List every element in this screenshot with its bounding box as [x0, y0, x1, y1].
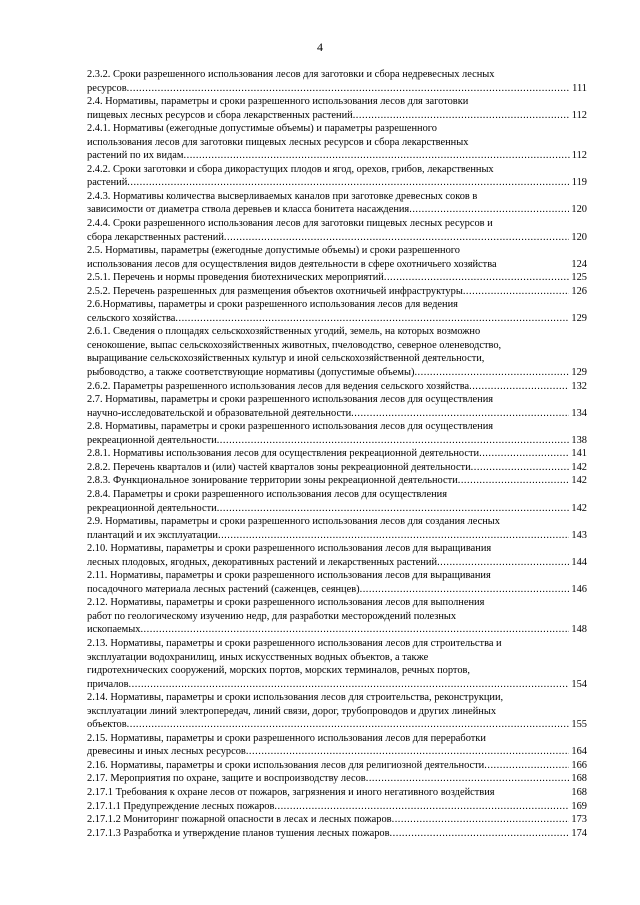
toc-leader-dots — [218, 529, 569, 543]
toc-line — [87, 515, 587, 529]
toc-page-number: 168 — [571, 786, 587, 798]
toc-entry-text: 2.5. Нормативы, параметры (ежегодные допустимые объемы) и сроки разрешенного — [87, 245, 460, 257]
toc-leader-dots — [463, 285, 570, 299]
toc-entry-text: 2.16. Нормативы, параметры и сроки использования лесов для религиозной деятельности — [87, 759, 485, 771]
toc-page-number: 148 — [571, 624, 587, 636]
page-number: 4 — [317, 40, 323, 54]
toc-line — [87, 68, 587, 82]
toc-leader-dots — [390, 827, 570, 841]
toc-line — [87, 827, 587, 841]
toc-entry-text: рекреационной деятельности — [87, 502, 217, 514]
toc-page-number: 126 — [571, 285, 587, 297]
toc-line — [87, 163, 587, 177]
toc-entry — [87, 515, 587, 542]
toc-entry-text: 2.4. Нормативы, параметры и сроки разрешенного использования лесов для заготовки — [87, 96, 469, 108]
toc-page-number: 168 — [571, 773, 587, 785]
toc-line — [87, 217, 587, 231]
toc-leader-dots — [414, 366, 569, 380]
toc-page-number: 146 — [571, 583, 587, 595]
toc-line — [87, 136, 587, 150]
toc-leader-dots — [458, 474, 570, 488]
toc-page-number: 155 — [571, 719, 587, 731]
toc-entry — [87, 68, 587, 95]
toc-entry-text: 2.4.1. Нормативы (ежегодные допустимые объемы) и параметры разрешенного — [87, 123, 437, 135]
toc-line — [87, 380, 587, 394]
toc-page-number: 173 — [571, 814, 587, 826]
toc-entry-text: плантаций и их эксплуатации — [87, 529, 218, 541]
toc-entry — [87, 732, 587, 759]
toc-entry-text: 2.17. Мероприятия по охране, защите и воспроизводству лесов — [87, 773, 366, 785]
toc-line — [87, 203, 587, 217]
table-of-contents — [87, 68, 587, 840]
toc-entry — [87, 827, 587, 841]
toc-entry-text: рыбоводство, а также соответствующие нормативы (допустимые объемы) — [87, 367, 415, 379]
toc-entry — [87, 759, 587, 773]
toc-page-number: 144 — [571, 556, 587, 568]
toc-page-number: 138 — [571, 434, 587, 446]
toc-page-number: 129 — [571, 367, 587, 379]
toc-entry-text: 2.8.1. Нормативы использования лесов для осуществления рекреационной деятельности — [87, 448, 480, 460]
toc-entry-text: 2.6.Нормативы, параметры и сроки разрешенного использования лесов для ведения — [87, 299, 458, 311]
toc-line — [87, 813, 587, 827]
toc-entry — [87, 271, 587, 285]
toc-page-number: 134 — [571, 407, 587, 419]
toc-leader-dots — [360, 583, 570, 597]
toc-entry-text: 2.3.2. Сроки разрешенного использования лесов для заготовки и сбора недревесных лесных — [87, 69, 495, 80]
toc-line — [87, 407, 587, 421]
toc-page-number: 112 — [571, 109, 587, 121]
toc-leader-dots — [366, 772, 570, 786]
toc-entry-text: ресурсов — [87, 82, 127, 94]
toc-leader-dots — [127, 176, 570, 190]
toc-page-number: 132 — [571, 380, 587, 392]
toc-page-number: 142 — [571, 461, 587, 473]
toc-leader-dots — [175, 312, 569, 326]
toc-entry — [87, 380, 587, 394]
toc-entry-text: объектов — [87, 719, 127, 731]
toc-leader-dots — [140, 623, 569, 637]
toc-line — [87, 393, 587, 407]
toc-page-number: 143 — [571, 529, 587, 541]
toc-line — [87, 95, 587, 109]
toc-line — [87, 366, 587, 380]
toc-entry-text: 2.17.1.2 Мониторинг пожарной опасности в лесах и лесных пожаров — [87, 814, 392, 826]
toc-leader-dots — [392, 813, 570, 827]
toc-line — [87, 610, 587, 624]
toc-line — [87, 800, 587, 814]
toc-leader-dots — [437, 556, 569, 570]
toc-page-number: 142 — [571, 502, 587, 514]
toc-line — [87, 298, 587, 312]
toc-page-number: 166 — [571, 759, 587, 771]
toc-entry-text: 2.8.3. Функциональное зонирование территории зоны рекреационной деятельности — [87, 475, 458, 487]
toc-page-number: 169 — [571, 800, 587, 812]
toc-entry-text: 2.17.1.3 Разработка и утверждение планов тушения лесных пожаров — [87, 827, 390, 839]
toc-page-number: 120 — [571, 231, 587, 243]
toc-line — [87, 556, 587, 570]
toc-entry — [87, 95, 587, 122]
toc-line — [87, 312, 587, 326]
toc-entry-text: 2.14. Нормативы, параметры и сроки использования лесов для строительства, реконструкции, — [87, 692, 504, 704]
toc-entry — [87, 772, 587, 786]
toc-leader-dots — [246, 745, 570, 759]
toc-entry-text: 2.17.1 Требования к охране лесов от пожаров, загрязнения и иного негативного воздействия — [87, 786, 495, 798]
toc-line — [87, 176, 587, 190]
toc-line — [87, 149, 587, 163]
toc-entry-text: 2.4.2. Сроки заготовки и сбора дикорастущих плодов и ягод, орехов, грибов, лекарственных — [87, 163, 494, 175]
toc-entry — [87, 813, 587, 827]
toc-entry — [87, 325, 587, 379]
toc-line — [87, 664, 587, 678]
toc-entry-text: 2.6.1. Сведения о площадях сельскохозяйственных угодий, земель, на которых возможно — [87, 326, 481, 338]
toc-entry-text: 2.7. Нормативы, параметры и сроки разрешенного использования лесов для осуществления — [87, 394, 494, 406]
toc-entry — [87, 122, 587, 163]
toc-leader-dots — [224, 231, 570, 245]
toc-entry-text: лесных плодовых, ягодных, декоративных растений и лекарственных растений — [87, 556, 438, 568]
toc-page-number: 174 — [571, 827, 587, 839]
toc-leader-dots — [217, 502, 570, 516]
toc-entry-text: 2.8.2. Перечень кварталов и (или) частей кварталов зоны рекреационной деятельности — [87, 461, 471, 473]
toc-line — [87, 258, 587, 272]
toc-leader-dots — [409, 203, 569, 217]
toc-entry-text: научно-исследовательской и образовательной деятельности — [87, 407, 352, 419]
toc-leader-dots — [471, 461, 570, 475]
toc-leader-dots — [217, 434, 570, 448]
toc-entry-text: 2.5.1. Перечень и нормы проведения биотехнических мероприятий — [87, 272, 384, 284]
toc-entry — [87, 786, 587, 800]
toc-entry — [87, 217, 587, 244]
toc-line — [87, 271, 587, 285]
toc-entry-text: пищевых лесных ресурсов и сбора лекарственных растений — [87, 109, 353, 121]
toc-leader-dots — [274, 800, 569, 814]
toc-line — [87, 529, 587, 543]
toc-leader-dots — [184, 149, 570, 163]
toc-leader-dots — [127, 718, 570, 732]
toc-entry-text: ископаемых — [87, 624, 141, 636]
toc-line — [87, 488, 587, 502]
toc-line — [87, 651, 587, 665]
toc-entry-text: рекреационной деятельности — [87, 434, 217, 446]
toc-entry-text: работ по геологическому изучению недр, для разработки месторождений полезных — [87, 610, 457, 622]
toc-leader-dots — [479, 447, 569, 461]
toc-entry-text: использования лесов для осуществления видов деятельности в сфере охотничьего хозяйства — [87, 258, 497, 270]
toc-entry-text: эксплуатации линий электропередач, линий связи, дорог, трубопроводов и других линейных — [87, 705, 497, 717]
toc-entry-text: растений по их видам — [87, 150, 184, 162]
toc-entry — [87, 244, 587, 271]
toc-line — [87, 569, 587, 583]
toc-line — [87, 637, 587, 651]
toc-entry — [87, 285, 587, 299]
toc-line — [87, 678, 587, 692]
toc-entry — [87, 488, 587, 515]
toc-entry-text: использования лесов для заготовки пищевых лесных ресурсов и сбора лекарственных — [87, 136, 469, 148]
toc-entry — [87, 474, 587, 488]
toc-leader-dots — [351, 407, 569, 421]
toc-line — [87, 352, 587, 366]
toc-leader-dots — [484, 759, 569, 773]
toc-entry-text: растений — [87, 177, 128, 189]
toc-line — [87, 325, 587, 339]
toc-entry-text: 2.10. Нормативы, параметры и сроки разрешенного использования лесов для выращивания — [87, 543, 492, 555]
toc-line — [87, 786, 587, 800]
toc-entry-text: посадочного материала лесных растений (саженцев, сеянцев) — [87, 583, 360, 595]
toc-page-number: 112 — [571, 150, 587, 162]
toc-line — [87, 691, 587, 705]
toc-entry-text: эксплуатации водохранилищ, иных искусственных водных объектов, а также — [87, 651, 429, 663]
toc-line — [87, 461, 587, 475]
toc-leader-dots — [127, 82, 571, 96]
toc-page-number: 111 — [572, 82, 587, 94]
toc-entry-text: 2.8. Нормативы, параметры и сроки разрешенного использования лесов для осуществления — [87, 421, 494, 433]
toc-line — [87, 732, 587, 746]
toc-entry-text: 2.8.4. Параметры и сроки разрешенного использования лесов для осуществления — [87, 488, 448, 500]
toc-line — [87, 285, 587, 299]
toc-entry — [87, 420, 587, 447]
toc-entry — [87, 298, 587, 325]
toc-entry — [87, 393, 587, 420]
toc-page-number: 120 — [571, 204, 587, 216]
toc-entry-text: 2.9. Нормативы, параметры и сроки разрешенного использования лесов для создания лесных — [87, 516, 500, 528]
toc-entry-text: 2.12. Нормативы, параметры и сроки разрешенного использования лесов для выполнения — [87, 597, 485, 609]
toc-line — [87, 759, 587, 773]
toc-entry — [87, 637, 587, 691]
toc-entry-text: 2.13. Нормативы, параметры и сроки разрешенного использования лесов для строительства и — [87, 637, 502, 649]
toc-entry-text: сенокошение, выпас сельскохозяйственных животных, пчеловодство, северное оленеводство, — [87, 339, 502, 351]
toc-leader-dots — [384, 271, 570, 285]
toc-entry-text: гидротехнических сооружений, морских портов, морских терминалов, речных портов, — [87, 665, 471, 677]
toc-page-number: 154 — [571, 678, 587, 690]
toc-line — [87, 705, 587, 719]
toc-entry-text: 2.11. Нормативы, параметры и сроки разрешенного использования лесов для выращивания — [87, 570, 491, 582]
toc-entry — [87, 447, 587, 461]
toc-page-number: 141 — [571, 448, 587, 460]
toc-entry-text: зависимости от диаметра ствола деревьев и класса бонитета насаждения — [87, 204, 410, 216]
toc-line — [87, 190, 587, 204]
toc-entry — [87, 691, 587, 732]
toc-line — [87, 583, 587, 597]
toc-entry — [87, 800, 587, 814]
toc-entry-text: 2.6.2. Параметры разрешенного использования лесов для ведения сельского хозяйства — [87, 380, 470, 392]
toc-line — [87, 772, 587, 786]
toc-line — [87, 339, 587, 353]
toc-line — [87, 447, 587, 461]
toc-page-number: 164 — [571, 746, 587, 758]
toc-line — [87, 718, 587, 732]
toc-line — [87, 231, 587, 245]
toc-line — [87, 420, 587, 434]
toc-page-number: 142 — [571, 475, 587, 487]
toc-entry-text: 2.15. Нормативы, параметры и сроки разрешенного использования лесов для переработки — [87, 732, 486, 744]
toc-line — [87, 542, 587, 556]
toc-entry — [87, 569, 587, 596]
toc-line — [87, 745, 587, 759]
toc-entry-text: древесины и иных лесных ресурсов — [87, 746, 246, 758]
toc-entry-text: 2.5.2. Перечень разрешенных для размещения объектов охотничьей инфраструктуры — [87, 285, 463, 297]
toc-line — [87, 474, 587, 488]
toc-line — [87, 82, 587, 96]
toc-line — [87, 434, 587, 448]
toc-entry-text: 2.17.1.1 Предупреждение лесных пожаров — [87, 800, 275, 812]
toc-page-number: 125 — [571, 272, 587, 284]
toc-entry-text: сбора лекарственных растений — [87, 231, 224, 243]
toc-line — [87, 623, 587, 637]
toc-entry — [87, 542, 587, 569]
toc-entry-text: выращивание сельскохозяйственных культур и иной сельскохозяйственной деятельности, — [87, 353, 485, 365]
toc-entry — [87, 461, 587, 475]
toc-entry — [87, 163, 587, 190]
toc-line — [87, 502, 587, 516]
toc-entry-text: причалов — [87, 678, 129, 690]
toc-entry — [87, 190, 587, 217]
toc-leader-dots — [129, 678, 570, 692]
toc-leader-dots — [353, 109, 570, 123]
toc-line — [87, 596, 587, 610]
toc-line — [87, 109, 587, 123]
toc-entry-text: 2.4.3. Нормативы количества высверливаемых каналов при заготовке древесных соков в — [87, 190, 478, 202]
toc-page-number: 124 — [571, 258, 587, 270]
toc-entry-text: сельского хозяйства — [87, 312, 176, 324]
toc-entry-text: 2.4.4. Сроки разрешенного использования лесов для заготовки пищевых лесных ресурсов и — [87, 218, 493, 230]
toc-page-number: 119 — [571, 177, 587, 189]
toc-line — [87, 244, 587, 258]
toc-line — [87, 122, 587, 136]
toc-page-number: 129 — [571, 312, 587, 324]
toc-leader-dots — [469, 380, 569, 394]
toc-entry — [87, 596, 587, 637]
